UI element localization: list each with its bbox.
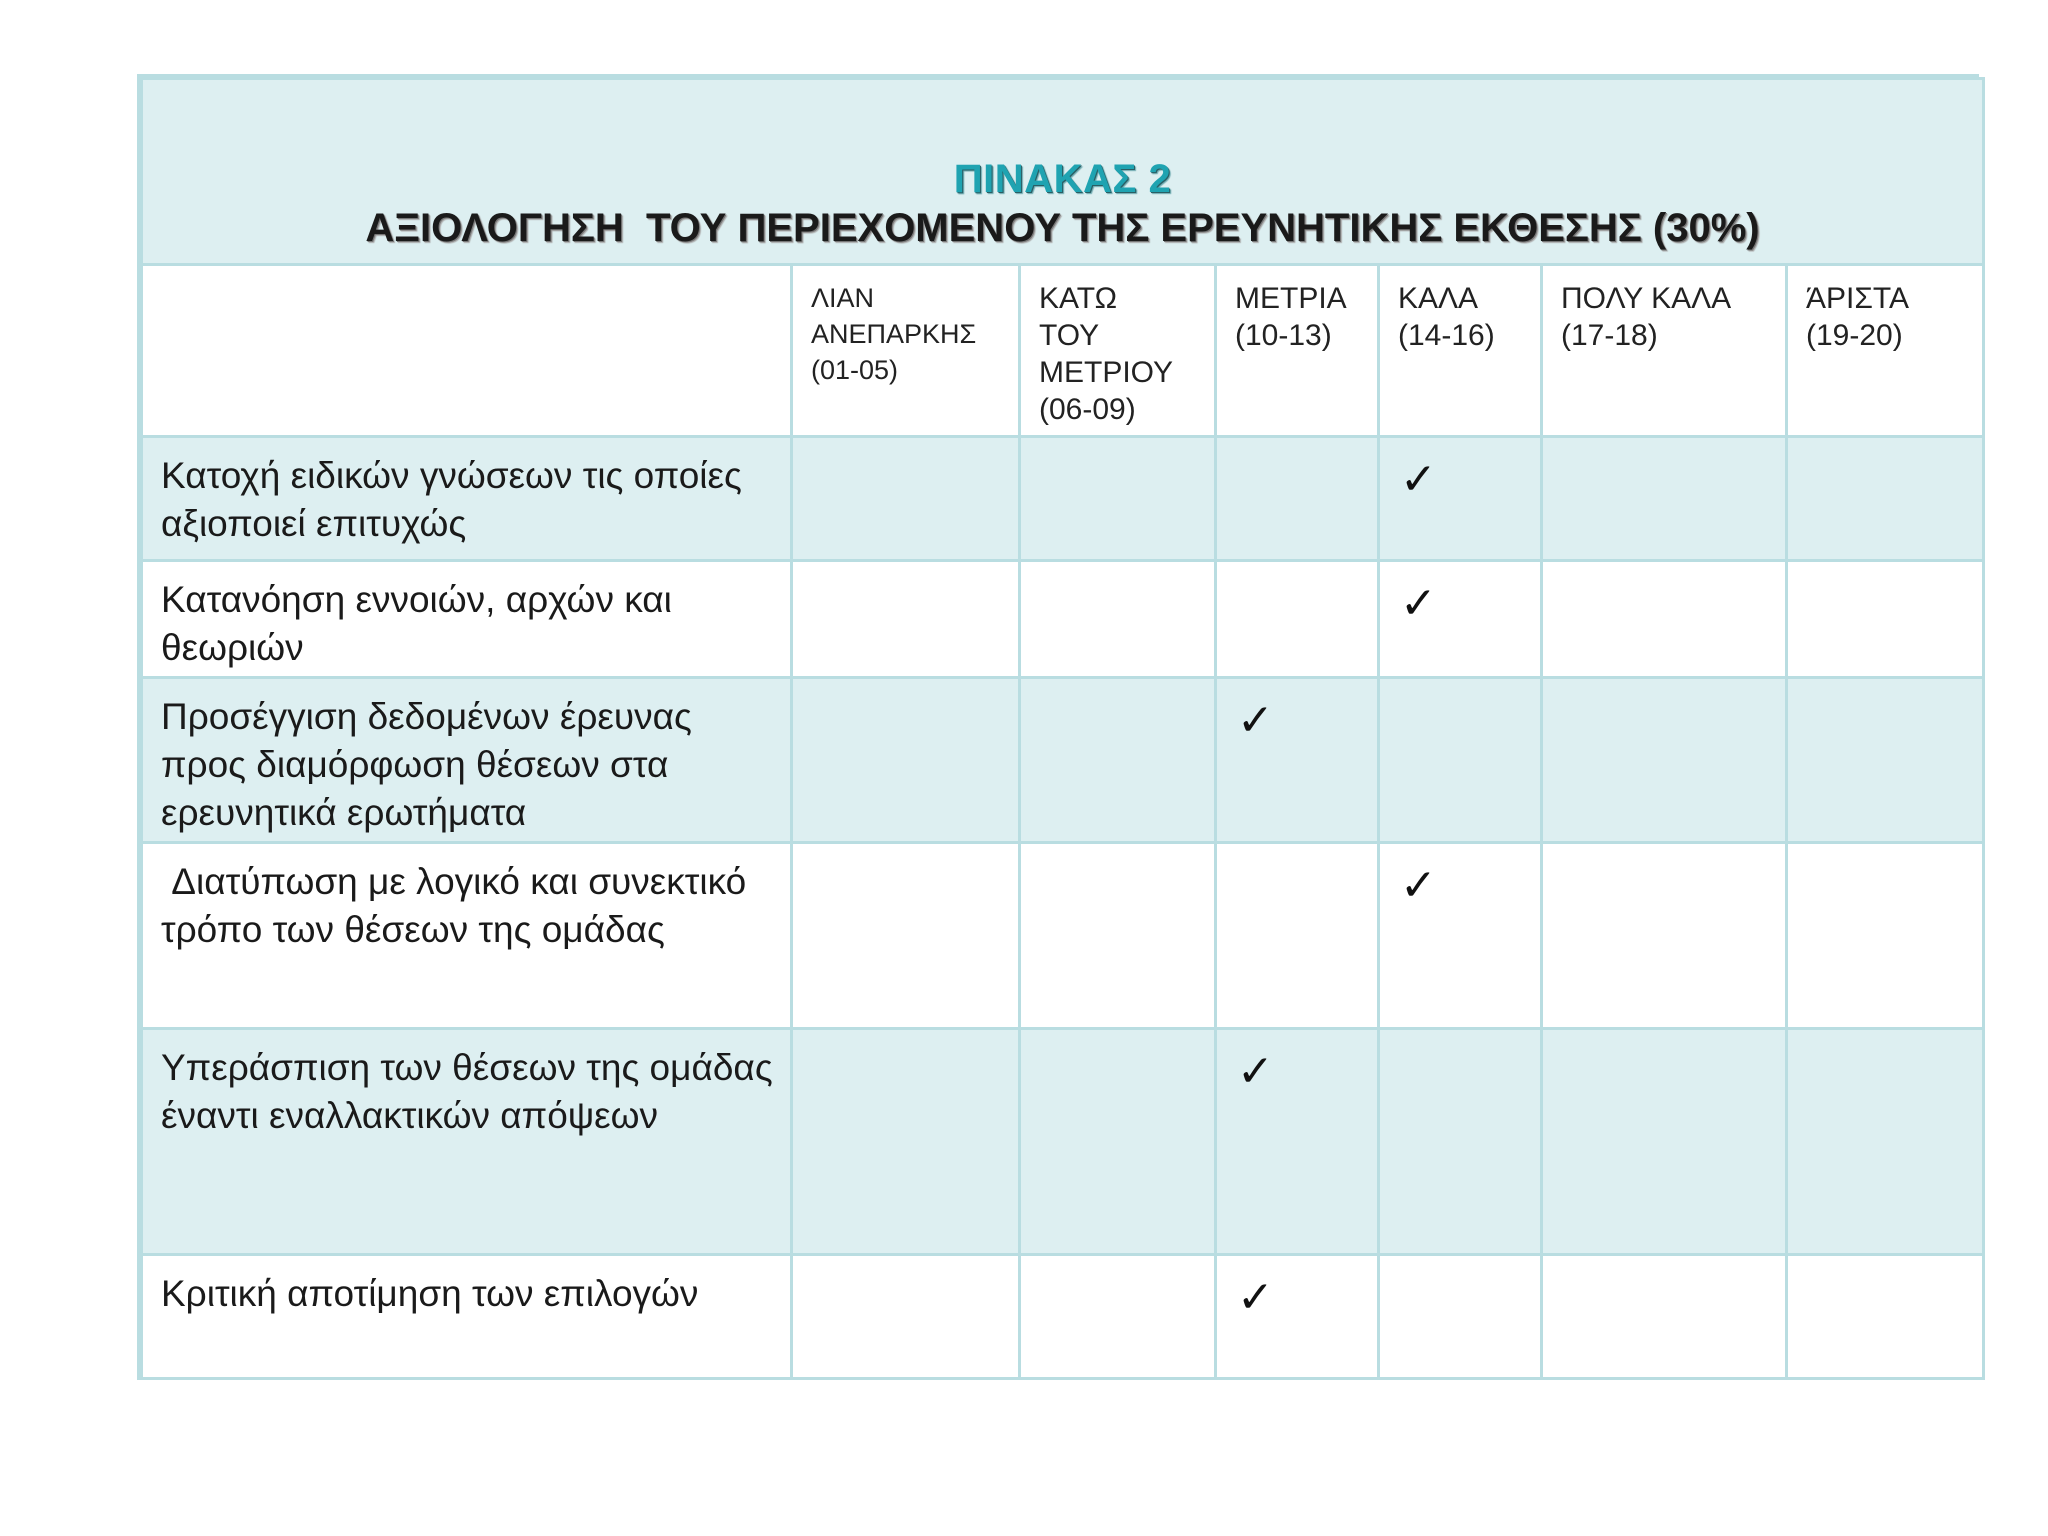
criterion-cell (142, 843, 792, 1029)
column-header-poly-kala: ΠΟΛΥ ΚΑΛΑ (17-18) (1542, 265, 1787, 437)
rating-cell (1379, 1255, 1542, 1379)
rating-cell (1020, 1029, 1216, 1255)
criterion-cell (142, 1255, 792, 1379)
criteria-header-blank (142, 265, 792, 437)
criterion-text: Προσέγγιση δεδομένων έρευνας προς διαμόρφωση θέσεων στα ερευνητικά ερωτήματα (161, 696, 703, 833)
rating-cell (1216, 437, 1379, 561)
rating-cell (1787, 678, 1984, 843)
rating-cell (1379, 561, 1542, 678)
column-header-kato-tou-metriou: ΚΑΤΩ ΤΟΥ ΜΕΤΡΙΟΥ (06-09) (1020, 265, 1216, 437)
rating-cell (792, 1029, 1020, 1255)
table-row (142, 678, 1984, 843)
rating-cell (1379, 1029, 1542, 1255)
column-header-lian-aneparkis: ΛΙΑΝ ΑΝΕΠΑΡΚΗΣ (01-05) (792, 265, 1020, 437)
checkmark-icon: ✓ (1237, 1046, 1274, 1097)
table-row (142, 1255, 1984, 1379)
rating-cell (1216, 678, 1379, 843)
table-row (142, 843, 1984, 1029)
column-header-row (142, 265, 1984, 437)
table-row (142, 437, 1984, 561)
rating-cell (1020, 678, 1216, 843)
rating-cell (1787, 437, 1984, 561)
rating-cell (1787, 843, 1984, 1029)
column-header-kala: ΚΑΛΑ (14-16) (1379, 265, 1542, 437)
rating-cell (792, 1255, 1020, 1379)
rating-cell (1542, 437, 1787, 561)
rating-cell (1787, 561, 1984, 678)
criterion-cell (142, 437, 792, 561)
criterion-text: Κριτική αποτίμηση των επιλογών (161, 1273, 699, 1314)
criterion-text: Κατανόηση εννοιών, αρχών και θεωριών (161, 579, 683, 668)
rating-cell (1020, 437, 1216, 561)
rating-cell (1542, 1029, 1787, 1255)
rating-cell (1379, 437, 1542, 561)
table-row (142, 561, 1984, 678)
criterion-cell (142, 1029, 792, 1255)
rating-cell (1020, 561, 1216, 678)
checkmark-icon: ✓ (1237, 1272, 1274, 1323)
rating-cell (1379, 843, 1542, 1029)
checkmark-icon: ✓ (1237, 695, 1274, 746)
criterion-text: Κατοχή ειδικών γνώσεων τις οποίες αξιοποιεί επιτυχώς (161, 455, 753, 544)
checkmark-icon: ✓ (1400, 578, 1437, 629)
checkmark-icon: ✓ (1400, 860, 1437, 911)
rating-cell (1379, 678, 1542, 843)
rating-cell (1216, 843, 1379, 1029)
rating-cell (1542, 678, 1787, 843)
rating-cell (1542, 1255, 1787, 1379)
column-header-metria: ΜΕΤΡΙΑ (10-13) (1216, 265, 1379, 437)
criterion-text: Διατύπωση με λογικό και συνεκτικό τρόπο των θέσεων της ομάδας (161, 861, 757, 950)
rating-cell (1542, 843, 1787, 1029)
table-number-title: ΠΙΝΑΚΑΣ 2 (953, 157, 1172, 201)
rating-cell (1216, 1255, 1379, 1379)
criterion-text: Υπεράσπιση των θέσεων της ομάδας έναντι εναλλακτικών απόψεων (161, 1047, 783, 1136)
rating-cell (1542, 561, 1787, 678)
rating-cell (1020, 1255, 1216, 1379)
evaluation-table (140, 77, 1985, 1380)
evaluation-table-frame (137, 74, 1979, 1380)
rating-cell (792, 437, 1020, 561)
rating-cell (1020, 843, 1216, 1029)
checkmark-icon: ✓ (1400, 454, 1437, 505)
rating-cell (1216, 561, 1379, 678)
rating-cell (1787, 1255, 1984, 1379)
table-title-cell (142, 79, 1984, 265)
criterion-cell (142, 678, 792, 843)
rating-cell (792, 561, 1020, 678)
rating-cell (1216, 1029, 1379, 1255)
rating-cell (1787, 1029, 1984, 1255)
rating-cell (792, 678, 1020, 843)
criterion-cell (142, 561, 792, 678)
table-subtitle: ΑΞΙΟΛΟΓΗΣΗ ΤΟΥ ΠΕΡΙΕΧΟΜΕΝΟΥ ΤΗΣ ΕΡΕΥΝΗΤΙΚΗΣ ΕΚΘΕΣΗΣ (30%) (365, 206, 1760, 250)
rating-cell (792, 843, 1020, 1029)
table-row (142, 1029, 1984, 1255)
column-header-arista: ΆΡΙΣΤΑ (19-20) (1787, 265, 1984, 437)
